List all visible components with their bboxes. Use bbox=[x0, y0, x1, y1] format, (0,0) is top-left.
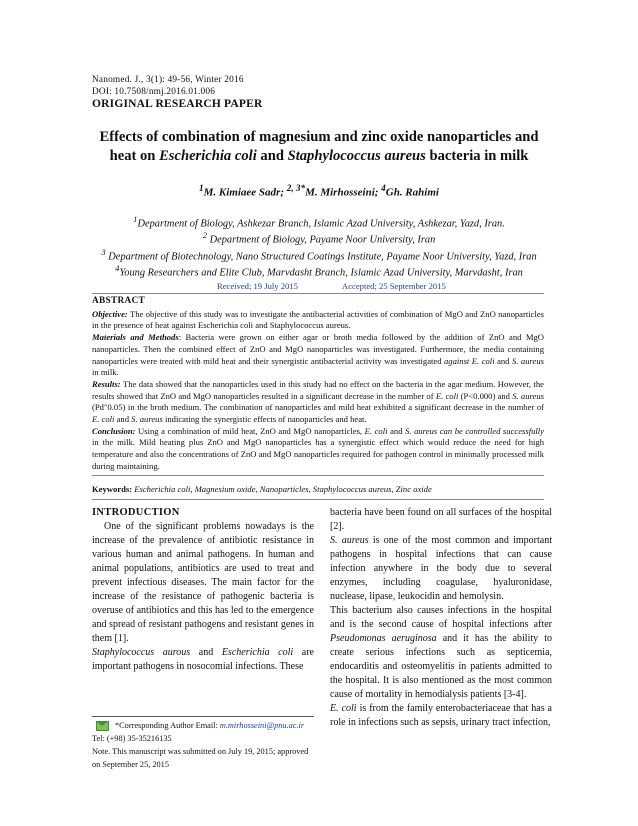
abstract bbox=[92, 296, 544, 473]
corr-label: *Corresponding Author Email: bbox=[115, 721, 220, 730]
doi: DOI: 10.7508/nmj.2016.01.006 bbox=[92, 87, 216, 97]
keywords-label: Keywords: bbox=[92, 484, 133, 494]
objective-text: The objective of this study was to investigate the antibacterial activities of combination of MgO and ZnO nanoparticles in the presence of heat against Escherichia coli and Staphylococcus aureus. bbox=[92, 308, 544, 331]
intro-column-right bbox=[330, 506, 552, 730]
title-text: and bbox=[256, 148, 288, 164]
title-text: heat on bbox=[109, 148, 160, 164]
intro-text: and bbox=[190, 647, 222, 658]
envelope-icon bbox=[96, 721, 109, 731]
species: Staphylococcus aurous bbox=[92, 647, 191, 658]
divider bbox=[92, 475, 544, 476]
title-species: Escherichia coli bbox=[159, 148, 257, 164]
species: against E. coli bbox=[444, 355, 495, 366]
journal-citation: Nanomed. J., 3(1): 49-56, Winter 2016 bbox=[92, 75, 244, 85]
intro-text: are important pathogens in nosocomial infections. These bbox=[92, 647, 314, 672]
title-line-2 bbox=[70, 147, 568, 166]
methods-text: : Bacteria were grown on either agar or broth media followed by the addition of ZnO and MgO nanoparticles. Then the combined effect of ZnO and MgO nanoparticles was investigated. Furthermore, the media containing nanoparticles were treated with mild heat and their synergistic antibacterial activity was investigated bbox=[92, 332, 545, 366]
divider bbox=[92, 293, 544, 294]
footnote bbox=[92, 716, 314, 771]
species: S. aureus bbox=[511, 355, 544, 366]
intro-heading: INTRODUCTION bbox=[92, 507, 180, 518]
intro-column-left bbox=[92, 506, 314, 674]
aff-text: Department of Biotechnology, Nano Structured Coatings Institute, Payame Noor University, Yazd, Iran bbox=[105, 251, 537, 263]
intro-paragraph bbox=[330, 702, 552, 730]
results-label: Results: bbox=[92, 378, 121, 389]
methods-text: and bbox=[494, 355, 512, 366]
results-text: (Pd"0.05) in the broth medium. The combination of nanoparticles and mild heat exhibited a significant decrease in the number of bbox=[92, 402, 544, 413]
keywords bbox=[92, 484, 544, 494]
intro-text: is one of the most common and important pathogens in hospital infections that can cause infection anywhere in the body due to several enzymes, including coagulase, hyaluronidase, nuclease, lipase, leukocidin and hemolysin. bbox=[330, 535, 553, 602]
affiliation bbox=[40, 246, 598, 263]
corresponding-author bbox=[92, 719, 314, 732]
intro-text: This bacterium also causes infections in the hospital and is the second cause of hospital infections after bbox=[330, 605, 552, 630]
species: S. aureus bbox=[330, 535, 369, 546]
methods-label: Materials and Methods bbox=[92, 332, 179, 343]
aff-text: Department of Biology, Payame Noor University, Iran bbox=[207, 234, 436, 246]
title-text: bacteria in milk bbox=[425, 148, 529, 164]
email-link[interactable]: m.mirhosseini@pnu.ac.ir bbox=[219, 721, 305, 730]
abstract-conclusion bbox=[92, 426, 544, 473]
received-date: Received; 19 July 2015 bbox=[217, 281, 298, 291]
species: Pseudomonas aeruginosa bbox=[330, 633, 437, 644]
species: E. coli bbox=[330, 703, 357, 714]
conclusion-text: and bbox=[387, 425, 406, 436]
aff-sup: 4 bbox=[115, 263, 120, 273]
intro-paragraph: One of the significant problems nowadays is the increase of the prevalence of antibiotic resistance in various human and animal pathogens. In human and animal populations, antibiotics are used to treat and prevent infectious diseases. The main factor for the increase of the resistance of pathogenic bacteria is overuse of antibiotics and this has led to the emergence and spread of resistant pathogens and resistant genes in them [1]. bbox=[92, 521, 314, 644]
intro-paragraph bbox=[330, 604, 552, 702]
footnote-rule bbox=[92, 716, 314, 717]
author: M. Mirhosseini; bbox=[305, 186, 382, 199]
author-sup: 1 bbox=[199, 183, 204, 193]
results-text: The data showed that the nanoparticles used in this study had no effect on the bacteria in the agar medium. However, the results showed that ZnO and MgO nanoparticles resulted in a significant decrease in the number of bbox=[92, 378, 544, 401]
intro-paragraph bbox=[92, 646, 314, 674]
conclusion-text: in the milk. Mild heating plus ZnO and MgO nanoparticles has a synergistic effect which would reduce the need for high temperature and also the concentrations of ZnO and MgO nanoparticles required for pathogen control in minimally processed milk during maintaining. bbox=[92, 437, 544, 471]
abstract-methods bbox=[92, 332, 544, 379]
abstract-objective bbox=[92, 309, 544, 332]
intro-paragraph: bacteria have been found on all surfaces of the hospital [2]. bbox=[330, 507, 552, 532]
methods-text: in milk. bbox=[92, 367, 119, 378]
aff-sup: 1 bbox=[133, 214, 138, 224]
affiliation bbox=[40, 229, 598, 246]
affiliation bbox=[40, 213, 598, 230]
aff-text: Department of Biology, Ashkezar Branch, Islamic Azad University, Ashkezar, Yazd, Iran. bbox=[137, 218, 505, 230]
title-line-1: Effects of combination of magnesium and zinc oxide nanoparticles and bbox=[99, 129, 539, 145]
submission-note: Note. This manuscript was submitted on July 19, 2015; approved on September 25, 2015 bbox=[92, 747, 309, 769]
intro-text: is from the family enterobacteriaceae that has a role in infections such as sepsis, urinary tract infection, bbox=[330, 703, 552, 728]
aff-sup: 2 bbox=[202, 230, 208, 240]
species: S. aureus can be controlled successfully bbox=[405, 425, 544, 436]
intro-text: and it has the ability to create serious infections such as septicemia, endocarditis and osteomyelitis in patients admitted to the hospital. It is also mentioned as the most common cause of mortality in hemodialysis patients [3-4]. bbox=[330, 633, 552, 700]
conclusion-label: Conclusion: bbox=[92, 425, 136, 436]
abstract-heading: ABSTRACT bbox=[92, 296, 146, 306]
author: Gh. Rahimi bbox=[385, 186, 439, 199]
intro-paragraph bbox=[330, 534, 552, 604]
abstract-results bbox=[92, 379, 544, 426]
article-type: ORIGINAL RESEARCH PAPER bbox=[92, 98, 263, 110]
author-list bbox=[60, 183, 578, 199]
results-text: and bbox=[114, 414, 132, 425]
title-species: Staphylococcus aureus bbox=[287, 148, 426, 164]
species: E. coli bbox=[435, 390, 459, 401]
keywords-text: Escherichia coli, Magnesium oxide, Nanoparticles, Staphylococcus aureus, Zinc oxide bbox=[132, 484, 432, 494]
objective-label: Objective: bbox=[92, 308, 128, 319]
results-text: indicating the synergistic effects of nanoparticles and heat. bbox=[162, 414, 367, 425]
author: M. Kimiaee Sadr; bbox=[203, 186, 287, 199]
conclusion-text: Using a combination of mild heat, ZnO and MgO nanoparticles, bbox=[135, 425, 365, 436]
results-text: (P<0.000) and bbox=[458, 390, 513, 401]
author-sup: 4 bbox=[381, 183, 386, 193]
species: S. aureus bbox=[512, 390, 545, 401]
article-title bbox=[70, 128, 568, 166]
aff-sup: 3 bbox=[101, 247, 106, 257]
author-sup: 2, 3* bbox=[286, 183, 306, 193]
species: S. aureus bbox=[131, 414, 163, 425]
aff-text: Young Researchers and Elite Club, Marvdasht Branch, Islamic Azad University, Marvdasht, Iran bbox=[119, 267, 523, 279]
accepted-date: Accepted; 25 September 2015 bbox=[342, 281, 446, 291]
divider bbox=[92, 499, 544, 500]
species: E. coli bbox=[364, 425, 388, 436]
species: E. coli bbox=[92, 414, 115, 425]
species: Escherichia coli bbox=[221, 647, 294, 658]
affiliation bbox=[40, 262, 598, 279]
telephone: Tel: (+98) 35-35216135 bbox=[92, 734, 172, 743]
